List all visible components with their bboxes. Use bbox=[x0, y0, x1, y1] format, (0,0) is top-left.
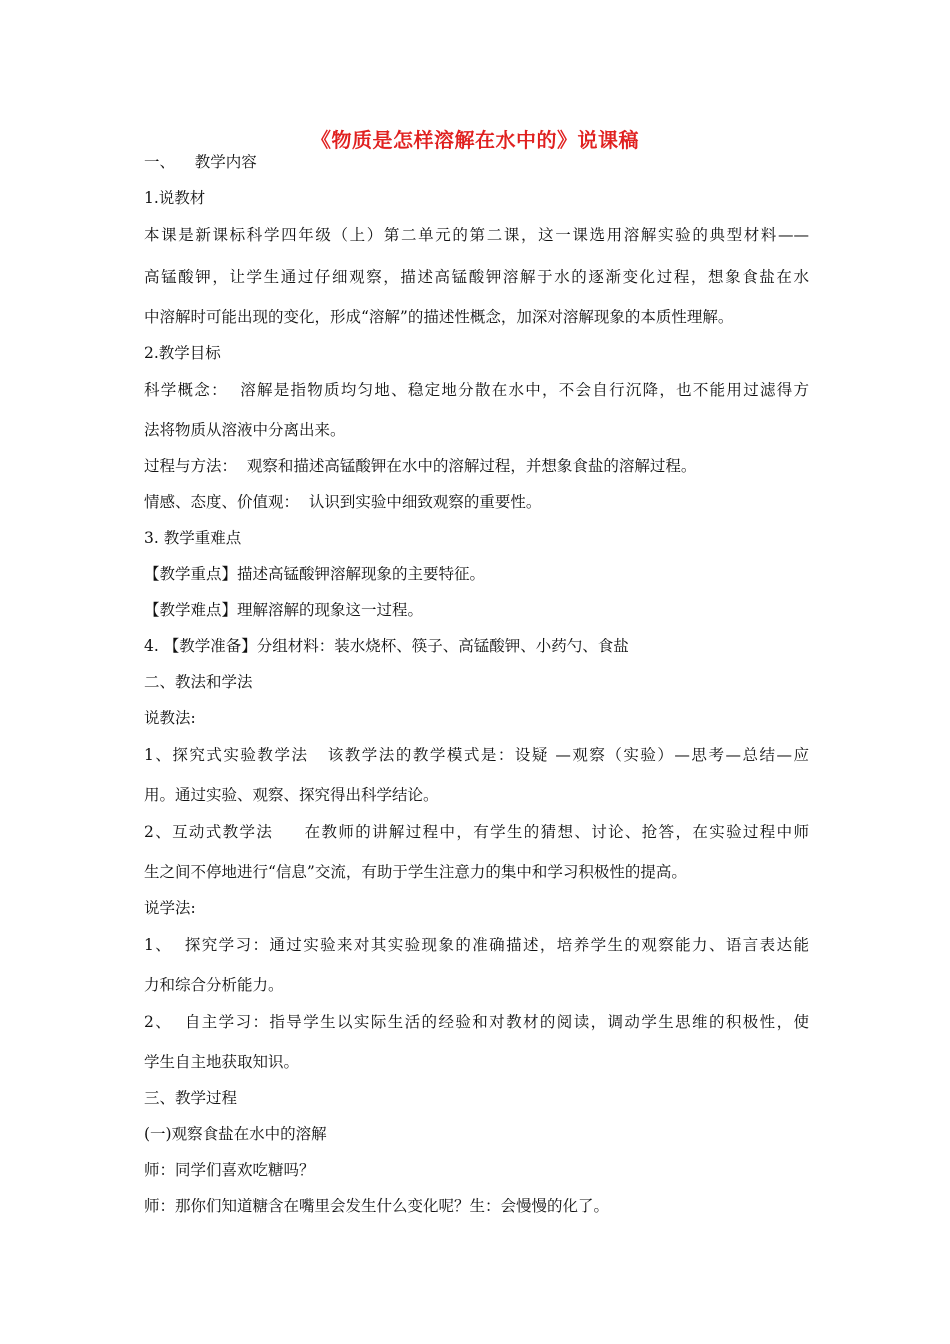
paragraph-line: 过程与方法： 观察和描述高锰酸钾在水中的溶解过程，并想象食盐的溶解过程。 bbox=[144, 457, 697, 475]
subheading: (一)观察食盐在水中的溶解 bbox=[144, 1125, 327, 1143]
paragraph-line: 中溶解时可能出现的变化，形成“溶解”的描述性概念，加深对溶解现象的本质性理解。 bbox=[144, 308, 734, 326]
paragraph-line: 高锰酸钾，让学生通过仔细观察，描述高锰酸钾溶解于水的逐渐变化过程，想象食盐在水 bbox=[144, 268, 809, 286]
paragraph-line: 【教学重点】描述高锰酸钾溶解现象的主要特征。 bbox=[144, 565, 486, 583]
paragraph-line: 学生自主地获取知识。 bbox=[144, 1053, 300, 1071]
paragraph-line: 法将物质从溶液中分离出来。 bbox=[144, 421, 346, 439]
paragraph-line: 用。通过实验、观察、探究得出科学结论。 bbox=[144, 786, 439, 804]
paragraph-line: 生之间不停地进行“信息”交流，有助于学生注意力的集中和学习积极性的提高。 bbox=[144, 863, 687, 881]
paragraph-line: 情感、态度、价值观： 认识到实验中细致观察的重要性。 bbox=[144, 493, 542, 511]
paragraph-line: 4. 【教学准备】分组材料：装水烧杯、筷子、高锰酸钾、小药勺、食盐 bbox=[144, 637, 629, 655]
subheading: 3. 教学重难点 bbox=[144, 529, 242, 547]
paragraph-line: 本课是新课标科学四年级（上）第二单元的第二课，这一课选用溶解实验的典型材料—— bbox=[144, 226, 809, 244]
section-heading: 二、教法和学法 bbox=[144, 673, 253, 691]
section-heading: 三、教学过程 bbox=[144, 1089, 238, 1107]
paragraph-line: 【教学难点】理解溶解的现象这一过程。 bbox=[144, 601, 424, 619]
paragraph-line: 2、互动式教学法 在教师的讲解过程中，有学生的猜想、讨论、抢答，在实验过程中师 bbox=[144, 823, 809, 841]
subheading: 1.说教材 bbox=[144, 189, 206, 207]
paragraph-line: 1、 探究学习：通过实验来对其实验现象的准确描述，培养学生的观察能力、语言表达能 bbox=[144, 936, 809, 954]
paragraph-line: 力和综合分析能力。 bbox=[144, 976, 284, 994]
paragraph-line: 1、探究式实验教学法 该教学法的教学模式是：设疑 —观察（实验）—思考—总结—应 bbox=[144, 746, 809, 764]
subheading: 2.教学目标 bbox=[144, 344, 221, 362]
section-heading: 一、 教学内容 bbox=[144, 153, 257, 171]
paragraph-line: 科学概念： 溶解是指物质均匀地、稳定地分散在水中，不会自行沉降，也不能用过滤得方 bbox=[144, 381, 809, 399]
paragraph-line: 2、 自主学习：指导学生以实际生活的经验和对教材的阅读，调动学生思维的积极性，使 bbox=[144, 1013, 809, 1031]
paragraph-line: 师：那你们知道糖含在嘴里会发生什么变化呢？生：会慢慢的化了。 bbox=[144, 1197, 610, 1215]
subheading: 说学法: bbox=[144, 899, 196, 917]
paragraph-line: 师：同学们喜欢吃糖吗？ bbox=[144, 1161, 315, 1179]
subheading: 说教法: bbox=[144, 709, 196, 727]
document-title: 《物质是怎样溶解在水中的》说课稿 bbox=[311, 128, 639, 152]
